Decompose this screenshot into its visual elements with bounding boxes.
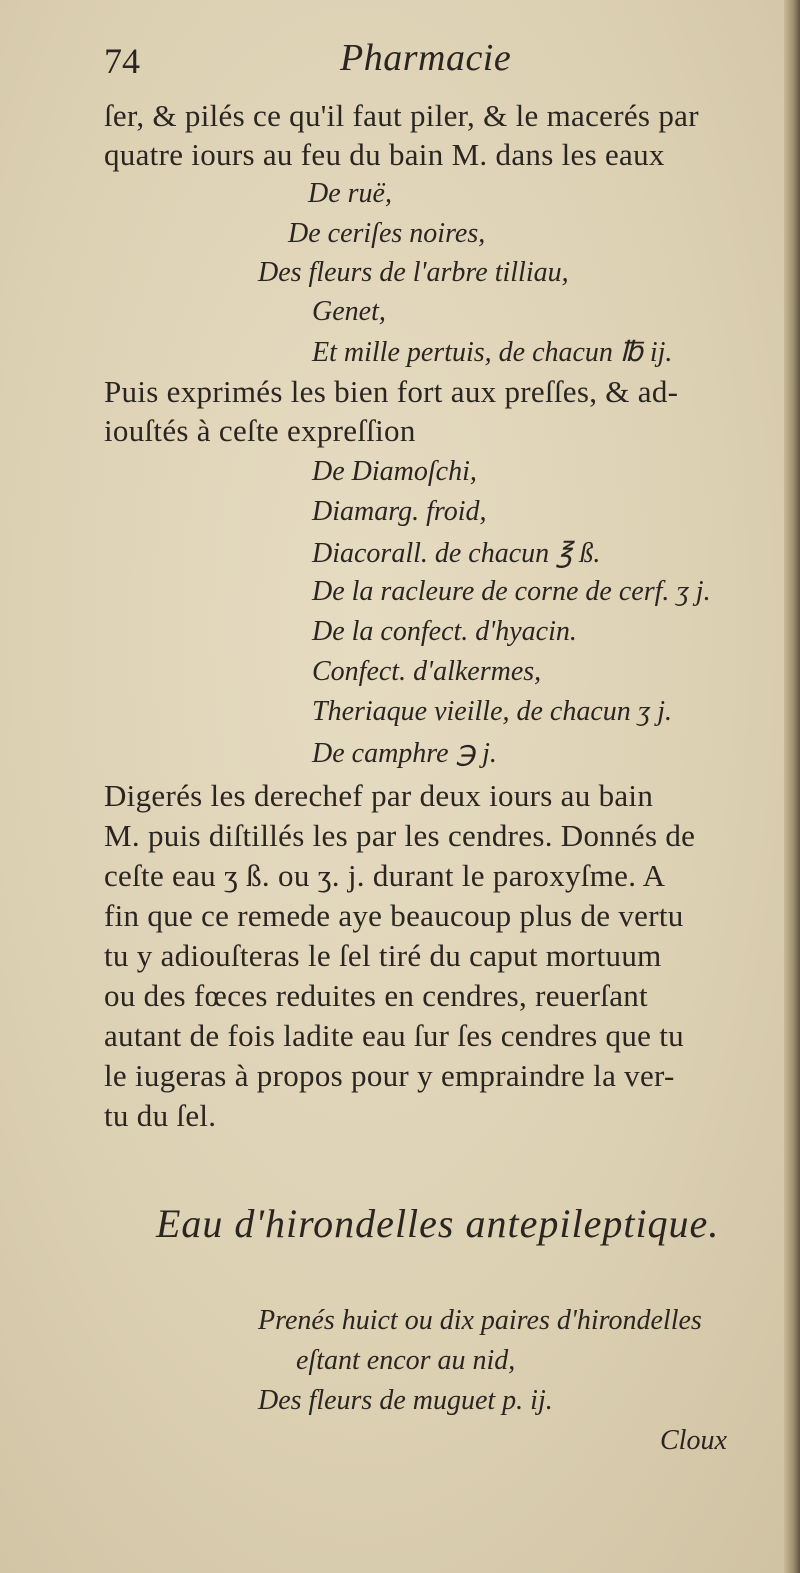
text-line: fin que ce remede aye beaucoup plus de vertu	[104, 898, 684, 933]
page-edge	[784, 0, 800, 1573]
text-line: tu du ſel.	[104, 1098, 217, 1133]
ingredient-line: Des fleurs de l'arbre tilliau,	[258, 257, 569, 288]
text-line: M. puis diſtillés les par les cendres. Donnés de	[104, 818, 696, 853]
folio-number: 74	[104, 41, 140, 81]
text-line: ou des fœces reduites en cendres, reuerſant	[104, 978, 648, 1013]
ingredient-line: De camphre ℈ j.	[312, 738, 497, 769]
recipe-line: eſtant encor au nid,	[296, 1345, 516, 1376]
text-line: Puis exprimés les bien fort aux preſſes, & ad-	[104, 374, 679, 409]
text-line: ceſte eau ʒ ß. ou ʒ. j. durant le paroxyſme. A	[104, 858, 666, 893]
ingredient-line: De ceriſes noires,	[288, 218, 486, 249]
ingredient-line: Diacorall. de chacun ℥ ß.	[312, 538, 601, 569]
ingredient-line: Diamarg. froid,	[312, 496, 487, 527]
text-line: tu y adiouſteras le ſel tiré du caput mortuum	[104, 938, 662, 973]
ingredient-line: Genet,	[312, 296, 386, 327]
recipe-line: Prenés huict ou dix paires d'hirondelles	[258, 1305, 702, 1336]
text-line: quatre iours au feu du bain M. dans les eaux	[104, 137, 665, 172]
text-line: ſer, & pilés ce qu'il faut piler, & le macerés par	[104, 98, 699, 133]
ingredient-line: De la confect. d'hyacin.	[312, 616, 577, 647]
text-line: Digerés les derechef par deux iours au bain	[104, 778, 654, 813]
section-heading: Eau d'hirondelles antepileptique.	[156, 1201, 720, 1246]
ingredient-line: Theriaque vieille, de chacun ʒ j.	[312, 696, 672, 727]
ingredient-line: Confect. d'alkermes,	[312, 656, 542, 687]
text-line: le iugeras à propos pour y empraindre la ver-	[104, 1058, 675, 1093]
ingredient-line: Et mille pertuis, de chacun ℔ ij.	[312, 337, 673, 368]
catchword: Cloux	[660, 1425, 727, 1456]
running-title: Pharmacie	[340, 37, 512, 79]
ingredient-line: De la racleure de corne de cerf. ʒ j.	[312, 576, 711, 607]
ingredient-line: De Diamoſchi,	[312, 456, 477, 487]
text-line: autant de fois ladite eau ſur ſes cendres que tu	[104, 1018, 684, 1053]
recipe-line: Des fleurs de muguet p. ij.	[258, 1385, 553, 1416]
text-line: iouſtés à ceſte expreſſion	[104, 413, 416, 448]
ingredient-line: De ruë,	[308, 178, 392, 209]
